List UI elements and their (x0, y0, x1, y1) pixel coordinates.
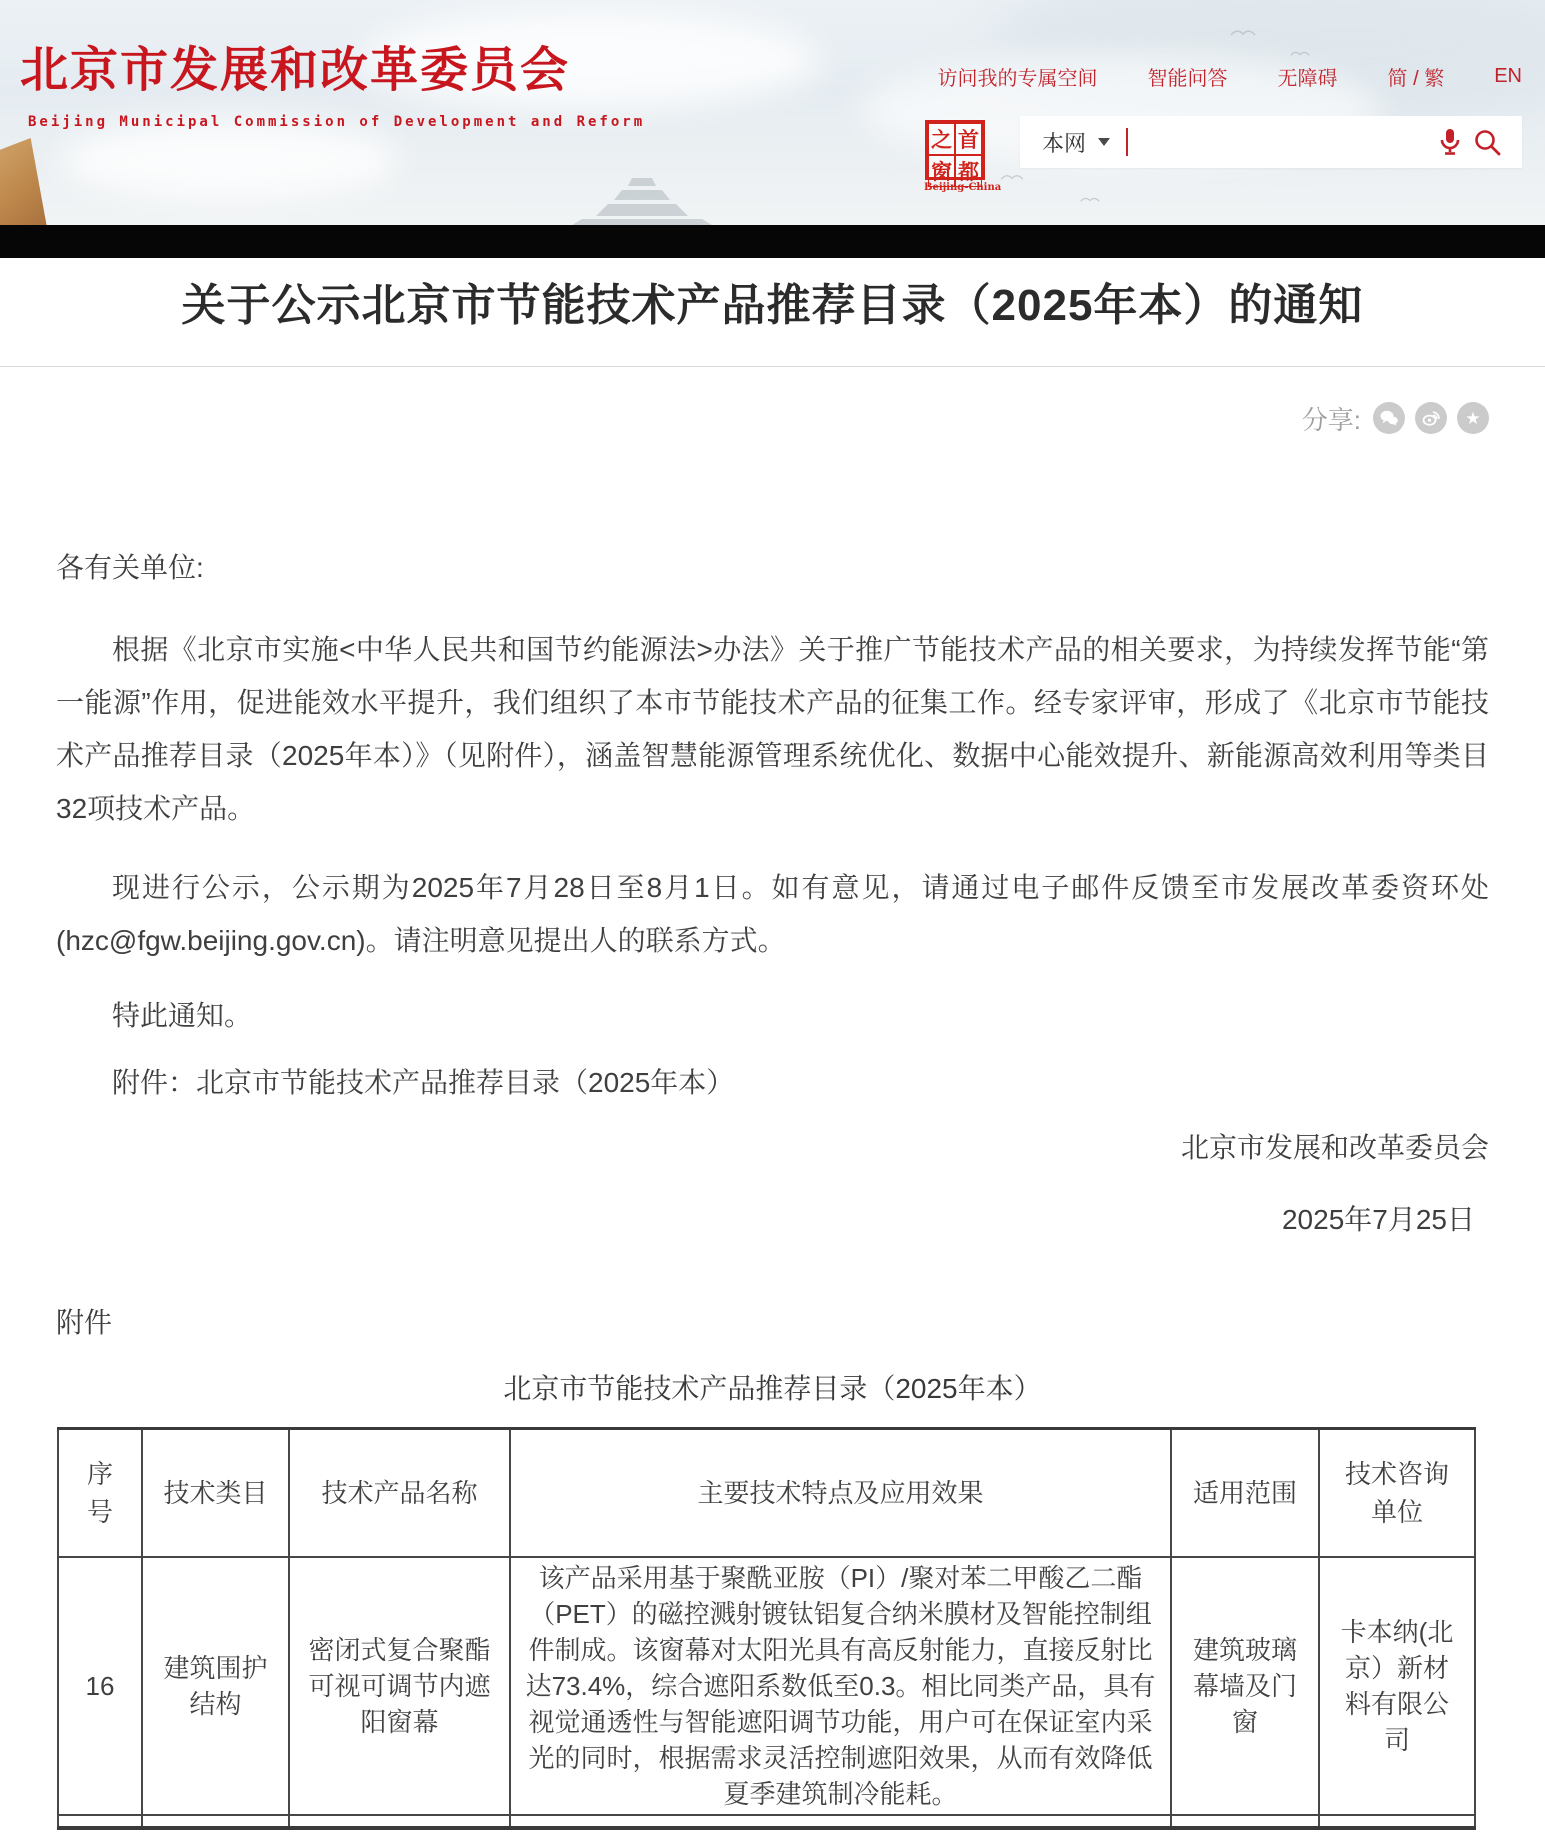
nav-my-space[interactable]: 访问我的专属空间 (937, 68, 1098, 90)
cell-no: 16 (58, 1557, 142, 1815)
table-header-row (58, 1429, 1475, 1557)
site-title: 北京市发展和改革委员会 (20, 44, 571, 97)
notice-paragraph-3: 特此通知。 (112, 1000, 253, 1031)
catalog-table (57, 1427, 1476, 1830)
issuer-signature: 北京市发展和改革委员会 (1180, 1132, 1489, 1163)
notice-document (0, 258, 1545, 1830)
share-label: 分享: (1301, 404, 1361, 435)
issue-date: 2025年7月25日 (1281, 1204, 1475, 1235)
nav-simplified-traditional[interactable]: 简 / 繁 (1387, 68, 1445, 90)
seal-char: 之 (928, 123, 955, 155)
share-weibo-icon[interactable] (1415, 402, 1447, 434)
table-row-partial (58, 1815, 1475, 1828)
star-icon: ★ (1465, 408, 1481, 428)
title-divider (0, 366, 1545, 367)
seal-char: 都 (955, 155, 982, 187)
bird-decoration (1290, 44, 1310, 62)
nav-english[interactable]: EN (1494, 65, 1522, 87)
col-header-no: 序号 (58, 1429, 142, 1557)
seal-char: 首 (955, 123, 982, 155)
capital-window-logo[interactable] (924, 120, 1002, 193)
bird-decoration (1000, 168, 1024, 186)
catalog-title: 北京市节能技术产品推荐目录（2025年本） (503, 1373, 1042, 1404)
notice-paragraph-1: 根据《北京市实施<中华人民共和国节约能源法>办法》关于推广节能技术产品的相关要求，为持续发挥节能“第一能源”作用，促进能效水平提升，我们组织了本市节能技术产品的征集工作。经专家评审，形成了《北京市节能技术产品推荐目录（2025年本）》（见附件），涵盖智慧能源管理系统优化、数据中心能效提升、新能源高效利用等类目32项技术产品。 (56, 634, 1489, 824)
cell-product: 密闭式复合聚酯可视可调节内遮阳窗幕 (289, 1557, 510, 1815)
header-divider-bar (0, 225, 1545, 258)
microphone-icon[interactable] (1438, 127, 1462, 157)
cell-category: 建筑围护结构 (142, 1557, 289, 1815)
search-bar (1020, 116, 1522, 168)
golden-roof-decoration (0, 138, 48, 225)
nav-smart-qa[interactable]: 智能问答 (1147, 68, 1228, 90)
col-header-features: 主要技术特点及应用效果 (510, 1429, 1171, 1557)
cell-scope: 建筑玻璃幕墙及门窗 (1171, 1557, 1319, 1815)
search-input[interactable] (1128, 122, 1438, 162)
site-subtitle: Beijing Municipal Commission of Development and Reform (28, 114, 646, 130)
cell-empty (142, 1815, 289, 1828)
cell-consultant: 卡本纳(北京）新材料有限公司 (1319, 1557, 1475, 1815)
col-header-category: 技术类目 (142, 1429, 289, 1557)
col-header-product: 技术产品名称 (289, 1429, 510, 1557)
site-brand[interactable] (20, 42, 645, 130)
seal-char: 窗 (928, 155, 955, 187)
cloud-decoration (60, 120, 400, 200)
bird-decoration (1230, 24, 1256, 42)
share-favorite-icon[interactable] (1457, 402, 1489, 434)
search-scope-dropdown[interactable] (1020, 127, 1110, 158)
cell-empty (1319, 1815, 1475, 1828)
search-scope-label: 本网 (1042, 130, 1087, 156)
seal-caption: Beijing-China (924, 182, 1002, 193)
notice-paragraph-2: 现进行公示，公示期为2025年7月28日至8月1日。如有意见，请通过电子邮件反馈至市发展改革委资环处(hzc@fgw.beijing.gov.cn)。请注明意见提出人的联系方式。 (56, 872, 1489, 956)
chevron-down-icon (1098, 138, 1110, 146)
notice-attachment-line: 附件：北京市节能技术产品推荐目录（2025年本） (112, 1067, 735, 1098)
cell-empty (1171, 1815, 1319, 1828)
bird-decoration (1080, 190, 1100, 208)
salutation: 各有关单位: (56, 552, 204, 583)
cell-empty (58, 1815, 142, 1828)
top-nav (938, 62, 1522, 91)
nav-accessibility[interactable]: 无障碍 (1277, 68, 1338, 90)
cell-empty (510, 1815, 1171, 1828)
site-header (0, 0, 1545, 225)
pagoda-silhouette (552, 178, 732, 225)
page-title: 关于公示北京市节能技术产品推荐目录（2025年本）的通知 (181, 281, 1364, 330)
table-row (58, 1557, 1475, 1815)
attachment-section-label: 附件 (56, 1307, 113, 1338)
capital-window-seal (925, 120, 985, 184)
share-row (56, 401, 1489, 435)
search-icon[interactable] (1472, 127, 1502, 157)
share-wechat-icon[interactable] (1373, 402, 1405, 434)
col-header-consultant: 技术咨询单位 (1319, 1429, 1475, 1557)
col-header-scope: 适用范围 (1171, 1429, 1319, 1557)
cell-empty (289, 1815, 510, 1828)
cell-features: 该产品采用基于聚酰亚胺（PI）/聚对苯二甲酸乙二酯（PET）的磁控溅射镀钛铝复合纳米膜材及智能控制组件制成。该窗幕对太阳光具有高反射能力，直接反射比达73.4%，综合遮阳系数低至0.3。相比同类产品，具有视觉通透性与智能遮阳调节功能，用户可在保证室内采光的同时，根据需求灵活控制遮阳效果，从而有效降低夏季建筑制冷能耗。 (510, 1557, 1171, 1815)
